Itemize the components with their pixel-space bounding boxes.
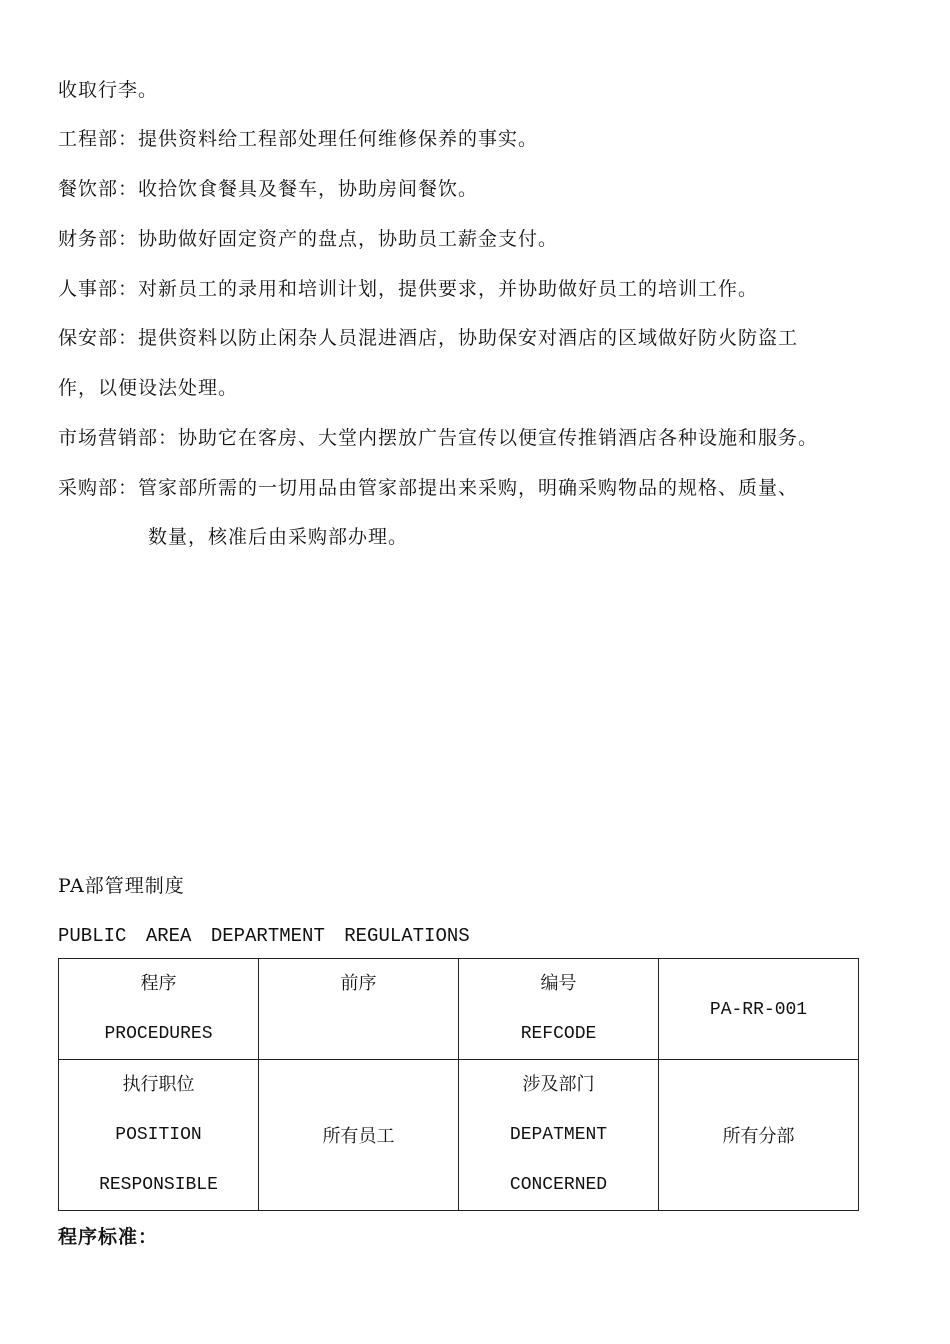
preface-cell: [259, 959, 459, 1060]
procedures-cell: [59, 959, 259, 1060]
section-subtitle: PUBLIC AREA DEPARTMENT REGULATIONS: [58, 925, 470, 947]
position-value-cell: [259, 1060, 459, 1211]
paragraph-purchasing: 采购部：管家部所需的一切用品由管家部提出来采购，明确采购物品的规格、质量、: [58, 477, 799, 499]
refcode-cell: [459, 959, 659, 1060]
department-value-cell: [659, 1060, 859, 1211]
refcode-value-cell: [659, 959, 859, 1060]
regulation-info-table: [58, 958, 859, 1211]
position-en-1: POSITION: [115, 1125, 202, 1145]
refcode-cn: 编号: [540, 973, 577, 994]
department-en-1: DEPATMENT: [509, 1125, 608, 1145]
paragraph-purchasing-cont: 数量，核准后由采购部办理。: [148, 526, 409, 548]
procedure-standard-label: 程序标准：: [58, 1226, 159, 1248]
paragraph-security: 保安部：提供资料以防止闲杂人员混进酒店，协助保安对酒店的区域做好防火防盗工: [58, 327, 799, 349]
department-cn: 涉及部门: [522, 1074, 595, 1095]
position-en-2: RESPONSIBLE: [99, 1175, 218, 1195]
procedures-en: PROCEDURES: [104, 1024, 213, 1044]
table-row: [59, 1060, 859, 1211]
paragraph-finance: 财务部：协助做好固定资产的盘点，协助员工薪金支付。: [58, 228, 559, 250]
paragraph-marketing: 市场营销部：协助它在客房、大堂内摆放广告宣传以便宣传推销酒店各种设施和服务。: [58, 427, 819, 449]
procedures-cn: 程序: [140, 973, 177, 994]
preface-cn: 前序: [340, 973, 377, 994]
department-cell: [459, 1060, 659, 1211]
paragraph-security-cont: 作，以便设法处理。: [58, 377, 239, 399]
department-value: 所有分部: [722, 1126, 795, 1147]
table-row: [59, 959, 859, 1060]
refcode-en: REFCODE: [520, 1024, 597, 1044]
paragraph-food-beverage: 餐饮部：收拾饮食餐具及餐车，协助房间餐饮。: [58, 178, 479, 200]
paragraph-engineering: 工程部：提供资料给工程部处理任何维修保养的事实。: [58, 128, 539, 150]
paragraph-hr: 人事部：对新员工的录用和培训计划，提供要求，并协助做好员工的培训工作。: [58, 278, 759, 300]
paragraph-luggage: 收取行李。: [58, 79, 159, 101]
position-cell: [59, 1060, 259, 1211]
position-value: 所有员工: [322, 1126, 395, 1147]
refcode-value: PA-RR-001: [709, 1000, 808, 1020]
department-en-2: CONCERNED: [509, 1175, 608, 1195]
position-cn: 执行职位: [122, 1074, 195, 1095]
section-title: PA部管理制度: [58, 875, 185, 897]
